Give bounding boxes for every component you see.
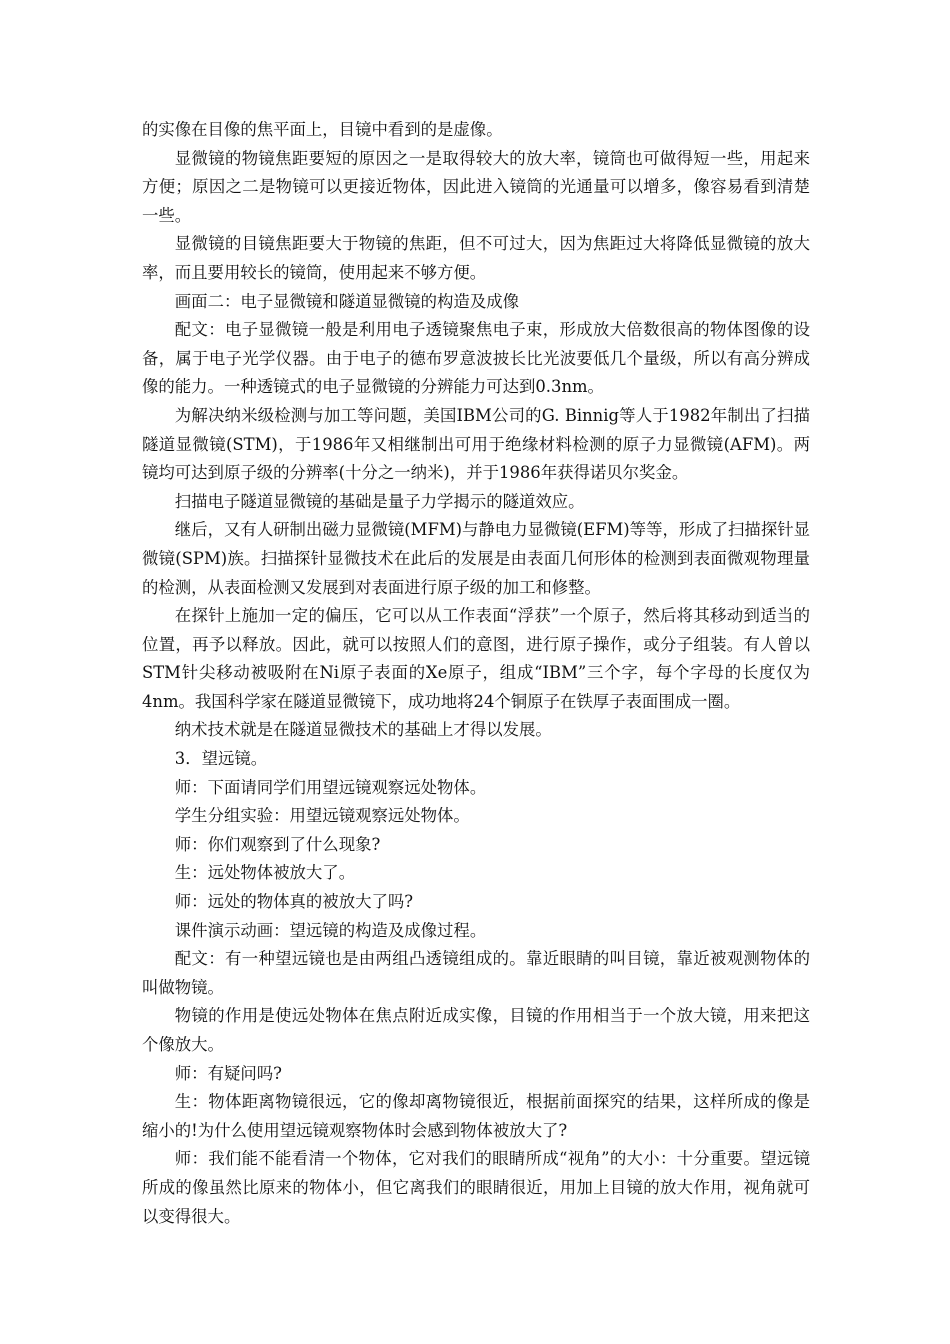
paragraph: 物镜的作用是使远处物体在焦点附近成实像，目镜的作用相当于一个放大镜，用来把这个像放大。 <box>142 1006 810 1054</box>
paragraph: 为解决纳米级检测与加工等问题，美国IBM公司的G. Binnig等人于1982年制出了扫描隧道显微镜(STM)，于1986年又相继制出可用于绝缘材料检测的原子力显微镜(AFM)。两镜均可达到原子级的分辨率(十分之一纳米)，并于1986年获得诺贝尔奖金。 <box>142 405 810 483</box>
dialogue-line: 生：物体距离物镜很远，它的像却离物镜很近，根据前面探究的结果，这样所成的像是缩小的!为什么使用望远镜观察物体时会感到物体被放大了? <box>142 1092 810 1140</box>
dialogue-line: 师：你们观察到了什么现象? <box>174 834 381 854</box>
paragraph: 在探针上施加一定的偏压，它可以从工作表面“浮获”一个原子，然后将其移动到适当的位置，再予以释放。因此，就可以按照人们的意图，进行原子操作，或分子组装。有人曾以STM针尖移动被吸附在Ni原子表面的Xe原子，组成“IBM”三个字，每个字母的长度仅为4nm。我国科学家在隧道显微镜下，成功地将24个铜原子在铁厚子表面围成一圈。 <box>142 606 810 711</box>
paragraph: 显微镜的物镜焦距要短的原因之一是取得较大的放大率，镜筒也可做得短一些，用起来方便；原因之二是物镜可以更接近物体，因此进入镜筒的光通量可以增多，像容易看到清楚一些。 <box>142 148 810 225</box>
paragraph: 配文：有一种望远镜也是由两组凸透镜组成的。靠近眼睛的叫目镜，靠近被观测物体的叫做物镜。 <box>142 949 810 997</box>
dialogue-line: 课件演示动画：望远镜的构造及成像过程。 <box>174 920 487 940</box>
dialogue-line: 师：远处的物体真的被放大了吗? <box>174 892 414 912</box>
paragraph: 纳术技术就是在隧道显微技术的基础上才得以发展。 <box>174 720 552 740</box>
paragraph: 显微镜的目镜焦距要大于物镜的焦距，但不可过大，因为焦距过大将降低显微镜的放大率，而且要用较长的镜筒，使用起来不够方便。 <box>142 234 810 282</box>
dialogue-line: 生：远处物体被放大了。 <box>174 863 356 883</box>
section-heading: 画面二：电子显微镜和隧道显微镜的构造及成像 <box>174 291 519 311</box>
dialogue-line: 师：有疑问吗? <box>174 1063 282 1083</box>
paragraph: 配文：电子显微镜一般是利用电子透镜聚焦电子束，形成放大倍数很高的物体图像的设备，属于电子光学仪器。由于电子的德布罗意波披长比光波要低几个量级，所以有高分辨成像的能力。一种透镜式的电子显微镜的分辨能力可达到0.3nm。 <box>142 320 810 397</box>
section-heading: 3．望远镜。 <box>174 749 268 769</box>
paragraph: 继后，又有人研制出磁力显微镜(MFM)与静电力显微镜(EFM)等等，形成了扫描探针显微镜(SPM)族。扫描探针显微技术在此后的发展是由表面几何形体的检测到表面微观物理量的检测，从表面检测又发展到对表面进行原子级的加工和修整。 <box>142 520 810 597</box>
document-body <box>142 116 810 1231</box>
dialogue-line: 师：我们能不能看清一个物体，它对我们的眼睛所成“视角”的大小：十分重要。望远镜所成的像虽然比原来的物体小，但它离我们的眼睛很近，用加上目镜的放大作用，视角就可以变得很大。 <box>142 1149 810 1226</box>
dialogue-line: 学生分组实验：用望远镜观察远处物体。 <box>174 806 470 826</box>
dialogue-line: 师：下面请同学们用望远镜观察远处物体。 <box>174 777 487 797</box>
paragraph: 的实像在目像的焦平面上，目镜中看到的是虚像。 <box>142 120 503 139</box>
paragraph: 扫描电子隧道显微镜的基础是量子力学揭示的隧道效应。 <box>174 491 585 511</box>
